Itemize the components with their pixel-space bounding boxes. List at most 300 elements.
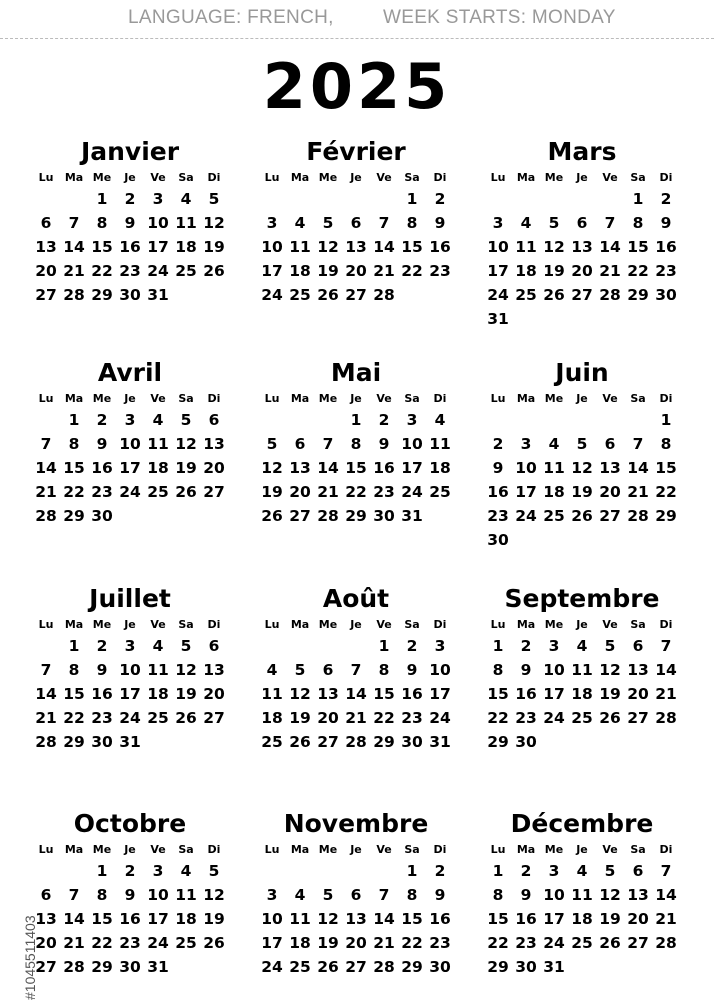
day-cell: 25: [571, 709, 593, 727]
week-row: [484, 931, 680, 955]
weekday-label: Je: [124, 392, 136, 405]
info-header: [0, 0, 714, 38]
week-row: [258, 682, 454, 706]
day-cell: 13: [345, 910, 367, 928]
weekday-label: Sa: [178, 392, 194, 405]
day-cell: 3: [406, 411, 418, 429]
day-cell: [596, 408, 624, 432]
weekday-label: Je: [350, 171, 362, 184]
day-cell: 24: [543, 709, 565, 727]
weekday-label: Ma: [516, 171, 536, 184]
week-row: [484, 432, 680, 456]
weekday-label: Je: [124, 171, 136, 184]
day-cell: 26: [261, 507, 283, 525]
day-cell: 25: [175, 934, 197, 952]
day-cell: 30: [655, 286, 677, 304]
weekday-label: Je: [576, 392, 588, 405]
day-cell: 5: [208, 862, 220, 880]
weekday-header: [32, 169, 228, 187]
day-cell: 19: [203, 238, 225, 256]
day-cell: 25: [147, 483, 169, 501]
day-cell: 18: [289, 934, 311, 952]
week-row: [484, 682, 680, 706]
week-row: [258, 187, 454, 211]
day-cell: 24: [119, 483, 141, 501]
week-row: [258, 480, 454, 504]
day-cell: 26: [203, 934, 225, 952]
day-cell: 12: [317, 910, 339, 928]
day-cell: 18: [429, 459, 451, 477]
day-cell: 18: [289, 262, 311, 280]
weekday-label: Ve: [376, 392, 392, 405]
week-row: [32, 504, 228, 528]
week-row: [258, 859, 454, 883]
weekday-label: Ma: [64, 843, 84, 856]
day-cell: 19: [175, 685, 197, 703]
week-row: [484, 658, 680, 682]
week-row: [484, 235, 680, 259]
day-cell: 11: [571, 661, 593, 679]
weekday-label: Lu: [38, 392, 54, 405]
day-cell: 6: [322, 661, 334, 679]
month-name: Mai: [330, 358, 382, 387]
day-cell: 17: [429, 685, 451, 703]
day-cell: 21: [655, 910, 677, 928]
day-cell: [540, 408, 568, 432]
day-cell: 14: [373, 238, 395, 256]
day-cell: 2: [520, 637, 532, 655]
day-cell: 16: [655, 238, 677, 256]
day-cell: 5: [548, 214, 560, 232]
month-block: [484, 809, 680, 979]
week-row: [484, 706, 680, 730]
day-cell: 18: [261, 709, 283, 727]
day-cell: 14: [317, 459, 339, 477]
week-row: [32, 456, 228, 480]
day-cell: 18: [147, 685, 169, 703]
weekday-label: Ma: [64, 392, 84, 405]
day-cell: 21: [35, 709, 57, 727]
weekday-label: Me: [318, 392, 338, 405]
month-name: Février: [306, 137, 406, 166]
day-cell: 10: [543, 661, 565, 679]
day-cell: 29: [627, 286, 649, 304]
day-cell: 9: [378, 435, 390, 453]
day-cell: [512, 408, 540, 432]
weekday-label: Sa: [404, 618, 420, 631]
day-cell: 26: [175, 483, 197, 501]
day-cell: [596, 730, 624, 754]
day-cell: 15: [373, 685, 395, 703]
day-cell: [116, 504, 144, 528]
weekday-label: Di: [207, 392, 221, 405]
day-cell: [568, 528, 596, 552]
day-cell: 14: [345, 685, 367, 703]
day-cell: 23: [515, 934, 537, 952]
day-cell: [596, 955, 624, 979]
week-row: [484, 480, 680, 504]
day-cell: 25: [429, 483, 451, 501]
day-cell: 27: [35, 286, 57, 304]
day-cell: 17: [261, 934, 283, 952]
day-cell: [32, 187, 60, 211]
day-cell: 4: [266, 661, 278, 679]
weekday-label: Di: [659, 618, 673, 631]
day-cell: 1: [492, 862, 504, 880]
day-cell: 29: [373, 733, 395, 751]
day-cell: 28: [345, 733, 367, 751]
day-cell: 13: [289, 459, 311, 477]
day-cell: 2: [96, 637, 108, 655]
day-cell: [624, 307, 652, 331]
day-cell: 13: [203, 435, 225, 453]
day-cell: 24: [261, 958, 283, 976]
day-cell: 12: [317, 238, 339, 256]
weekday-label: Ma: [516, 392, 536, 405]
day-cell: 27: [627, 709, 649, 727]
day-cell: 2: [492, 435, 504, 453]
day-cell: 26: [599, 934, 621, 952]
day-cell: 4: [152, 411, 164, 429]
day-cell: 23: [91, 483, 113, 501]
day-cell: 12: [289, 685, 311, 703]
week-start-label: WEEK STARTS: MONDAY: [383, 7, 616, 28]
weekday-label: Je: [350, 392, 362, 405]
month-block: [32, 137, 228, 307]
day-cell: 21: [345, 709, 367, 727]
day-cell: 15: [63, 685, 85, 703]
weekday-header: [484, 841, 680, 859]
day-cell: 30: [119, 286, 141, 304]
day-cell: 29: [401, 958, 423, 976]
day-cell: 20: [203, 459, 225, 477]
day-cell: 30: [487, 531, 509, 549]
day-cell: 21: [63, 262, 85, 280]
day-cell: 8: [492, 886, 504, 904]
day-cell: 12: [261, 459, 283, 477]
day-cell: 4: [180, 190, 192, 208]
week-row: [484, 187, 680, 211]
day-cell: [540, 730, 568, 754]
weekday-label: Ve: [602, 171, 618, 184]
weekday-header: [32, 616, 228, 634]
day-cell: 9: [96, 435, 108, 453]
day-cell: [370, 859, 398, 883]
week-row: [32, 432, 228, 456]
day-cell: 29: [91, 286, 113, 304]
weekday-header: [32, 390, 228, 408]
weekday-label: Sa: [630, 392, 646, 405]
day-cell: 16: [401, 685, 423, 703]
day-cell: 7: [378, 214, 390, 232]
day-cell: [200, 504, 228, 528]
week-row: [32, 730, 228, 754]
day-cell: 5: [604, 862, 616, 880]
day-cell: 20: [289, 483, 311, 501]
day-cell: [540, 307, 568, 331]
day-cell: 7: [40, 661, 52, 679]
day-cell: 31: [119, 733, 141, 751]
day-cell: 12: [571, 459, 593, 477]
month-block: [258, 809, 454, 979]
weekday-label: Sa: [630, 618, 646, 631]
week-row: [484, 883, 680, 907]
weekday-label: Ma: [516, 843, 536, 856]
day-cell: [258, 859, 286, 883]
day-cell: 10: [543, 886, 565, 904]
day-cell: 10: [147, 214, 169, 232]
day-cell: 4: [520, 214, 532, 232]
weekday-label: Di: [659, 843, 673, 856]
week-row: [484, 730, 680, 754]
day-cell: 27: [289, 507, 311, 525]
day-cell: 10: [261, 238, 283, 256]
week-row: [32, 235, 228, 259]
day-cell: 22: [91, 262, 113, 280]
day-cell: 3: [152, 190, 164, 208]
weekday-label: Sa: [178, 171, 194, 184]
weekday-label: Di: [207, 618, 221, 631]
week-row: [484, 859, 680, 883]
day-cell: [652, 528, 680, 552]
weekday-label: Ma: [290, 392, 310, 405]
weekday-label: Me: [318, 171, 338, 184]
day-cell: 17: [147, 910, 169, 928]
day-cell: 30: [429, 958, 451, 976]
day-cell: 1: [406, 190, 418, 208]
day-cell: 6: [350, 886, 362, 904]
day-cell: 22: [91, 934, 113, 952]
week-row: [258, 408, 454, 432]
week-row: [484, 907, 680, 931]
day-cell: 31: [147, 286, 169, 304]
day-cell: 10: [487, 238, 509, 256]
day-cell: [512, 307, 540, 331]
month-block: [258, 137, 454, 307]
week-row: [484, 259, 680, 283]
day-cell: 23: [373, 483, 395, 501]
day-cell: 1: [406, 862, 418, 880]
weekday-label: Ve: [602, 618, 618, 631]
day-cell: 11: [289, 238, 311, 256]
day-cell: 26: [289, 733, 311, 751]
day-cell: 26: [599, 709, 621, 727]
month-block: [32, 809, 228, 979]
weekday-header: [258, 169, 454, 187]
day-cell: 10: [261, 910, 283, 928]
day-cell: 26: [175, 709, 197, 727]
day-cell: 31: [487, 310, 509, 328]
month-block: [258, 358, 454, 528]
day-cell: 11: [147, 661, 169, 679]
day-cell: 20: [35, 934, 57, 952]
day-cell: 17: [401, 459, 423, 477]
month-name: Avril: [97, 358, 163, 387]
day-cell: 19: [175, 459, 197, 477]
day-cell: 24: [147, 262, 169, 280]
month-name: Décembre: [510, 809, 654, 838]
day-cell: [200, 283, 228, 307]
day-cell: 16: [373, 459, 395, 477]
weekday-label: Je: [576, 843, 588, 856]
day-cell: [568, 955, 596, 979]
day-cell: 2: [378, 411, 390, 429]
day-cell: 29: [63, 733, 85, 751]
day-cell: 18: [543, 483, 565, 501]
day-cell: 14: [63, 238, 85, 256]
day-cell: 4: [294, 886, 306, 904]
day-cell: 9: [520, 886, 532, 904]
day-cell: 17: [119, 685, 141, 703]
weekday-label: Ve: [150, 843, 166, 856]
day-cell: 15: [91, 238, 113, 256]
day-cell: 24: [119, 709, 141, 727]
day-cell: 8: [632, 214, 644, 232]
day-cell: 26: [571, 507, 593, 525]
day-cell: 2: [660, 190, 672, 208]
weekday-label: Di: [433, 171, 447, 184]
day-cell: 5: [604, 637, 616, 655]
day-cell: 22: [373, 709, 395, 727]
day-cell: [286, 187, 314, 211]
day-cell: 26: [543, 286, 565, 304]
day-cell: 25: [515, 286, 537, 304]
day-cell: 5: [294, 661, 306, 679]
day-cell: [624, 528, 652, 552]
weekday-header: [484, 390, 680, 408]
day-cell: 1: [350, 411, 362, 429]
weekday-label: Sa: [630, 171, 646, 184]
day-cell: 28: [373, 286, 395, 304]
day-cell: [624, 955, 652, 979]
day-cell: 7: [378, 886, 390, 904]
week-row: [32, 883, 228, 907]
day-cell: 14: [35, 685, 57, 703]
day-cell: 30: [119, 958, 141, 976]
day-cell: 11: [515, 238, 537, 256]
day-cell: 23: [401, 709, 423, 727]
day-cell: 13: [203, 661, 225, 679]
week-row: [32, 187, 228, 211]
day-cell: 17: [487, 262, 509, 280]
day-cell: 18: [175, 910, 197, 928]
day-cell: 8: [68, 435, 80, 453]
day-cell: 7: [632, 435, 644, 453]
day-cell: 15: [401, 910, 423, 928]
day-cell: 11: [261, 685, 283, 703]
day-cell: 3: [124, 411, 136, 429]
week-row: [258, 504, 454, 528]
weekday-header: [32, 841, 228, 859]
day-cell: [144, 730, 172, 754]
weekday-label: Ve: [376, 171, 392, 184]
weekday-label: Me: [318, 618, 338, 631]
day-cell: 1: [68, 637, 80, 655]
day-cell: 3: [548, 637, 560, 655]
day-cell: 12: [203, 214, 225, 232]
weekday-label: Ve: [150, 618, 166, 631]
week-row: [32, 283, 228, 307]
day-cell: [286, 859, 314, 883]
week-row: [258, 658, 454, 682]
week-row: [258, 883, 454, 907]
day-cell: [172, 955, 200, 979]
day-cell: 14: [655, 886, 677, 904]
weekday-label: Ve: [602, 392, 618, 405]
day-cell: 1: [660, 411, 672, 429]
day-cell: [512, 187, 540, 211]
day-cell: 27: [35, 958, 57, 976]
day-cell: 21: [35, 483, 57, 501]
month-block: [484, 584, 680, 754]
week-row: [32, 682, 228, 706]
day-cell: 28: [63, 958, 85, 976]
day-cell: 13: [627, 661, 649, 679]
day-cell: 9: [124, 886, 136, 904]
day-cell: 13: [345, 238, 367, 256]
day-cell: [258, 634, 286, 658]
weekday-label: Sa: [178, 618, 194, 631]
day-cell: 20: [203, 685, 225, 703]
day-cell: 1: [96, 862, 108, 880]
day-cell: [200, 730, 228, 754]
weekday-label: Me: [544, 618, 564, 631]
day-cell: 8: [96, 214, 108, 232]
day-cell: 6: [604, 435, 616, 453]
day-cell: 12: [203, 886, 225, 904]
day-cell: 7: [68, 886, 80, 904]
weekday-label: Je: [124, 843, 136, 856]
day-cell: 12: [175, 661, 197, 679]
day-cell: 9: [124, 214, 136, 232]
week-row: [32, 634, 228, 658]
day-cell: 28: [373, 958, 395, 976]
day-cell: 24: [487, 286, 509, 304]
day-cell: 4: [576, 637, 588, 655]
day-cell: [32, 859, 60, 883]
day-cell: 5: [180, 411, 192, 429]
day-cell: 6: [350, 214, 362, 232]
day-cell: 4: [180, 862, 192, 880]
day-cell: 20: [599, 483, 621, 501]
day-cell: 20: [35, 262, 57, 280]
month-name: Mars: [547, 137, 617, 166]
day-cell: 28: [627, 507, 649, 525]
day-cell: 10: [119, 661, 141, 679]
weekday-label: Di: [207, 843, 221, 856]
day-cell: 28: [35, 507, 57, 525]
weekday-label: Ve: [150, 171, 166, 184]
day-cell: 9: [434, 214, 446, 232]
day-cell: 17: [119, 459, 141, 477]
month-name: Novembre: [283, 809, 429, 838]
day-cell: 23: [91, 709, 113, 727]
day-cell: [596, 528, 624, 552]
week-row: [484, 456, 680, 480]
day-cell: 25: [543, 507, 565, 525]
day-cell: 1: [632, 190, 644, 208]
day-cell: 24: [515, 507, 537, 525]
day-cell: 24: [147, 934, 169, 952]
day-cell: 23: [429, 934, 451, 952]
day-cell: 11: [429, 435, 451, 453]
day-cell: 21: [317, 483, 339, 501]
day-cell: 16: [515, 910, 537, 928]
weekday-label: Me: [318, 843, 338, 856]
weekday-label: Di: [433, 392, 447, 405]
day-cell: 11: [289, 910, 311, 928]
day-cell: 20: [627, 910, 649, 928]
